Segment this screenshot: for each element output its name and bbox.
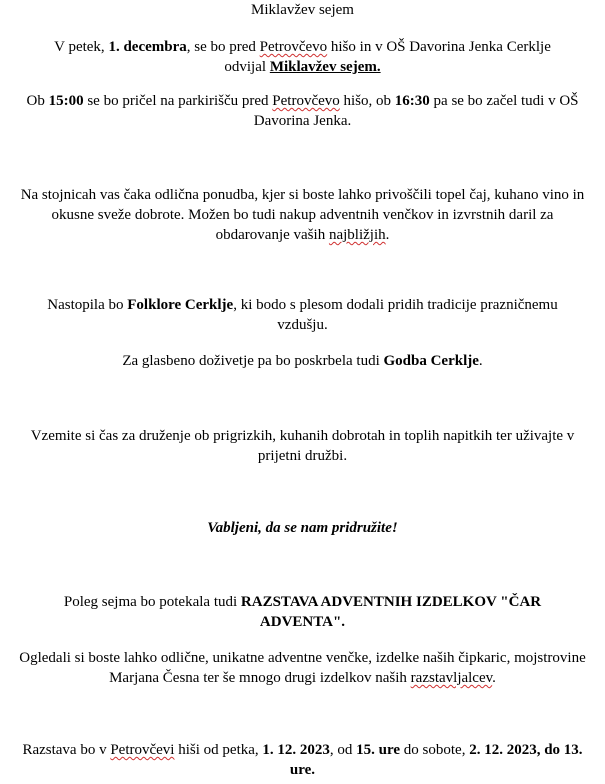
exhibition-title: RAZSTAVA ADVENTNIH IZDELKOV "ČAR	[240, 594, 542, 610]
paragraph-schedule	[0, 91, 605, 131]
invitation-text: Vabljeni, da se nam pridružite!	[207, 520, 398, 536]
event-name: Miklavžev sejem.	[269, 59, 381, 75]
paragraph-exhibition	[0, 592, 605, 632]
date-highlight: 2. 12. 2023, do 13.	[469, 742, 583, 758]
text: Poleg sejma bo potekala tudi	[63, 594, 241, 610]
text: .	[478, 353, 483, 369]
text: , se bo pred	[186, 39, 260, 55]
spellcheck-word: Petrovčevo	[259, 39, 328, 55]
time-highlight: 15:00	[48, 93, 84, 109]
text: Davorina Jenka.	[253, 113, 352, 129]
text: , ki bodo s plesom dodali pridih tradicije prazničnemu	[233, 297, 558, 313]
paragraph-exhibition-dates	[0, 740, 605, 780]
text: Ob	[26, 93, 49, 109]
paragraph-stalls	[0, 185, 605, 245]
paragraph-folklore	[0, 295, 605, 335]
document-title	[0, 0, 605, 20]
text: Marjana Česna ter še mnogo drugi izdelkov naših	[109, 670, 411, 686]
text: Nastopila bo	[47, 297, 128, 313]
paragraph-socialize	[0, 426, 605, 466]
exhibition-title: ADVENTA".	[259, 614, 346, 630]
text: Za glasbeno doživetje pa bo poskrbela tudi	[122, 353, 384, 369]
text: prijetni družbi.	[257, 448, 348, 464]
text: se bo pričel na parkirišču pred	[83, 93, 273, 109]
paragraph-music	[0, 351, 605, 371]
spellcheck-word: najbližjih	[328, 227, 386, 243]
date-highlight: 1. 12. 2023	[262, 742, 330, 758]
text: .	[492, 670, 496, 686]
spellcheck-word: Petrovčevi	[110, 742, 175, 758]
text: Na stojnicah vas čaka odlična ponudba, kjer si boste lahko privoščili topel čaj, kuhano vino in	[20, 187, 585, 203]
spellcheck-word: Petrovčevo	[272, 93, 340, 109]
time-highlight: 16:30	[394, 93, 430, 109]
group-name: Folklore Cerklje	[127, 297, 234, 313]
text: vzdušju.	[277, 317, 328, 333]
date-highlight: 1. decembra	[108, 39, 187, 55]
time-highlight: ure.	[289, 762, 316, 778]
text: .	[385, 227, 390, 243]
band-name: Godba Cerklje	[383, 353, 479, 369]
text: V petek,	[54, 39, 109, 55]
paragraph-intro	[0, 37, 605, 77]
text: Ogledali si boste lahko odlične, unikatne adventne venčke, izdelke naših čipkaric, mojstrovine	[19, 650, 586, 666]
text: okusne sveže dobrote. Možen bo tudi nakup adventnih venčkov in izvrstnih daril za	[51, 207, 554, 223]
spellcheck-word: razstavljalcev	[410, 670, 493, 686]
title-text: Miklavžev sejem	[251, 2, 354, 18]
text: do sobote,	[400, 742, 470, 758]
text: Razstava bo v	[22, 742, 111, 758]
time-highlight: 15. ure	[356, 742, 401, 758]
text: hišo in v OŠ Davorina Jenka Cerklje	[327, 39, 551, 55]
text: odvijal	[224, 59, 270, 75]
text: hišo, ob	[339, 93, 395, 109]
text: obdarovanje vaših	[215, 227, 329, 243]
text: hiši od petka,	[174, 742, 263, 758]
paragraph-invitation	[0, 518, 605, 538]
text: , od	[329, 742, 357, 758]
text: pa se bo začel tudi v OŠ	[429, 93, 579, 109]
text: Vzemite si čas za druženje ob prigrizkih, kuhanih dobrotah in toplih napitkih ter uživajte v	[30, 428, 575, 444]
paragraph-exhibits	[0, 648, 605, 688]
